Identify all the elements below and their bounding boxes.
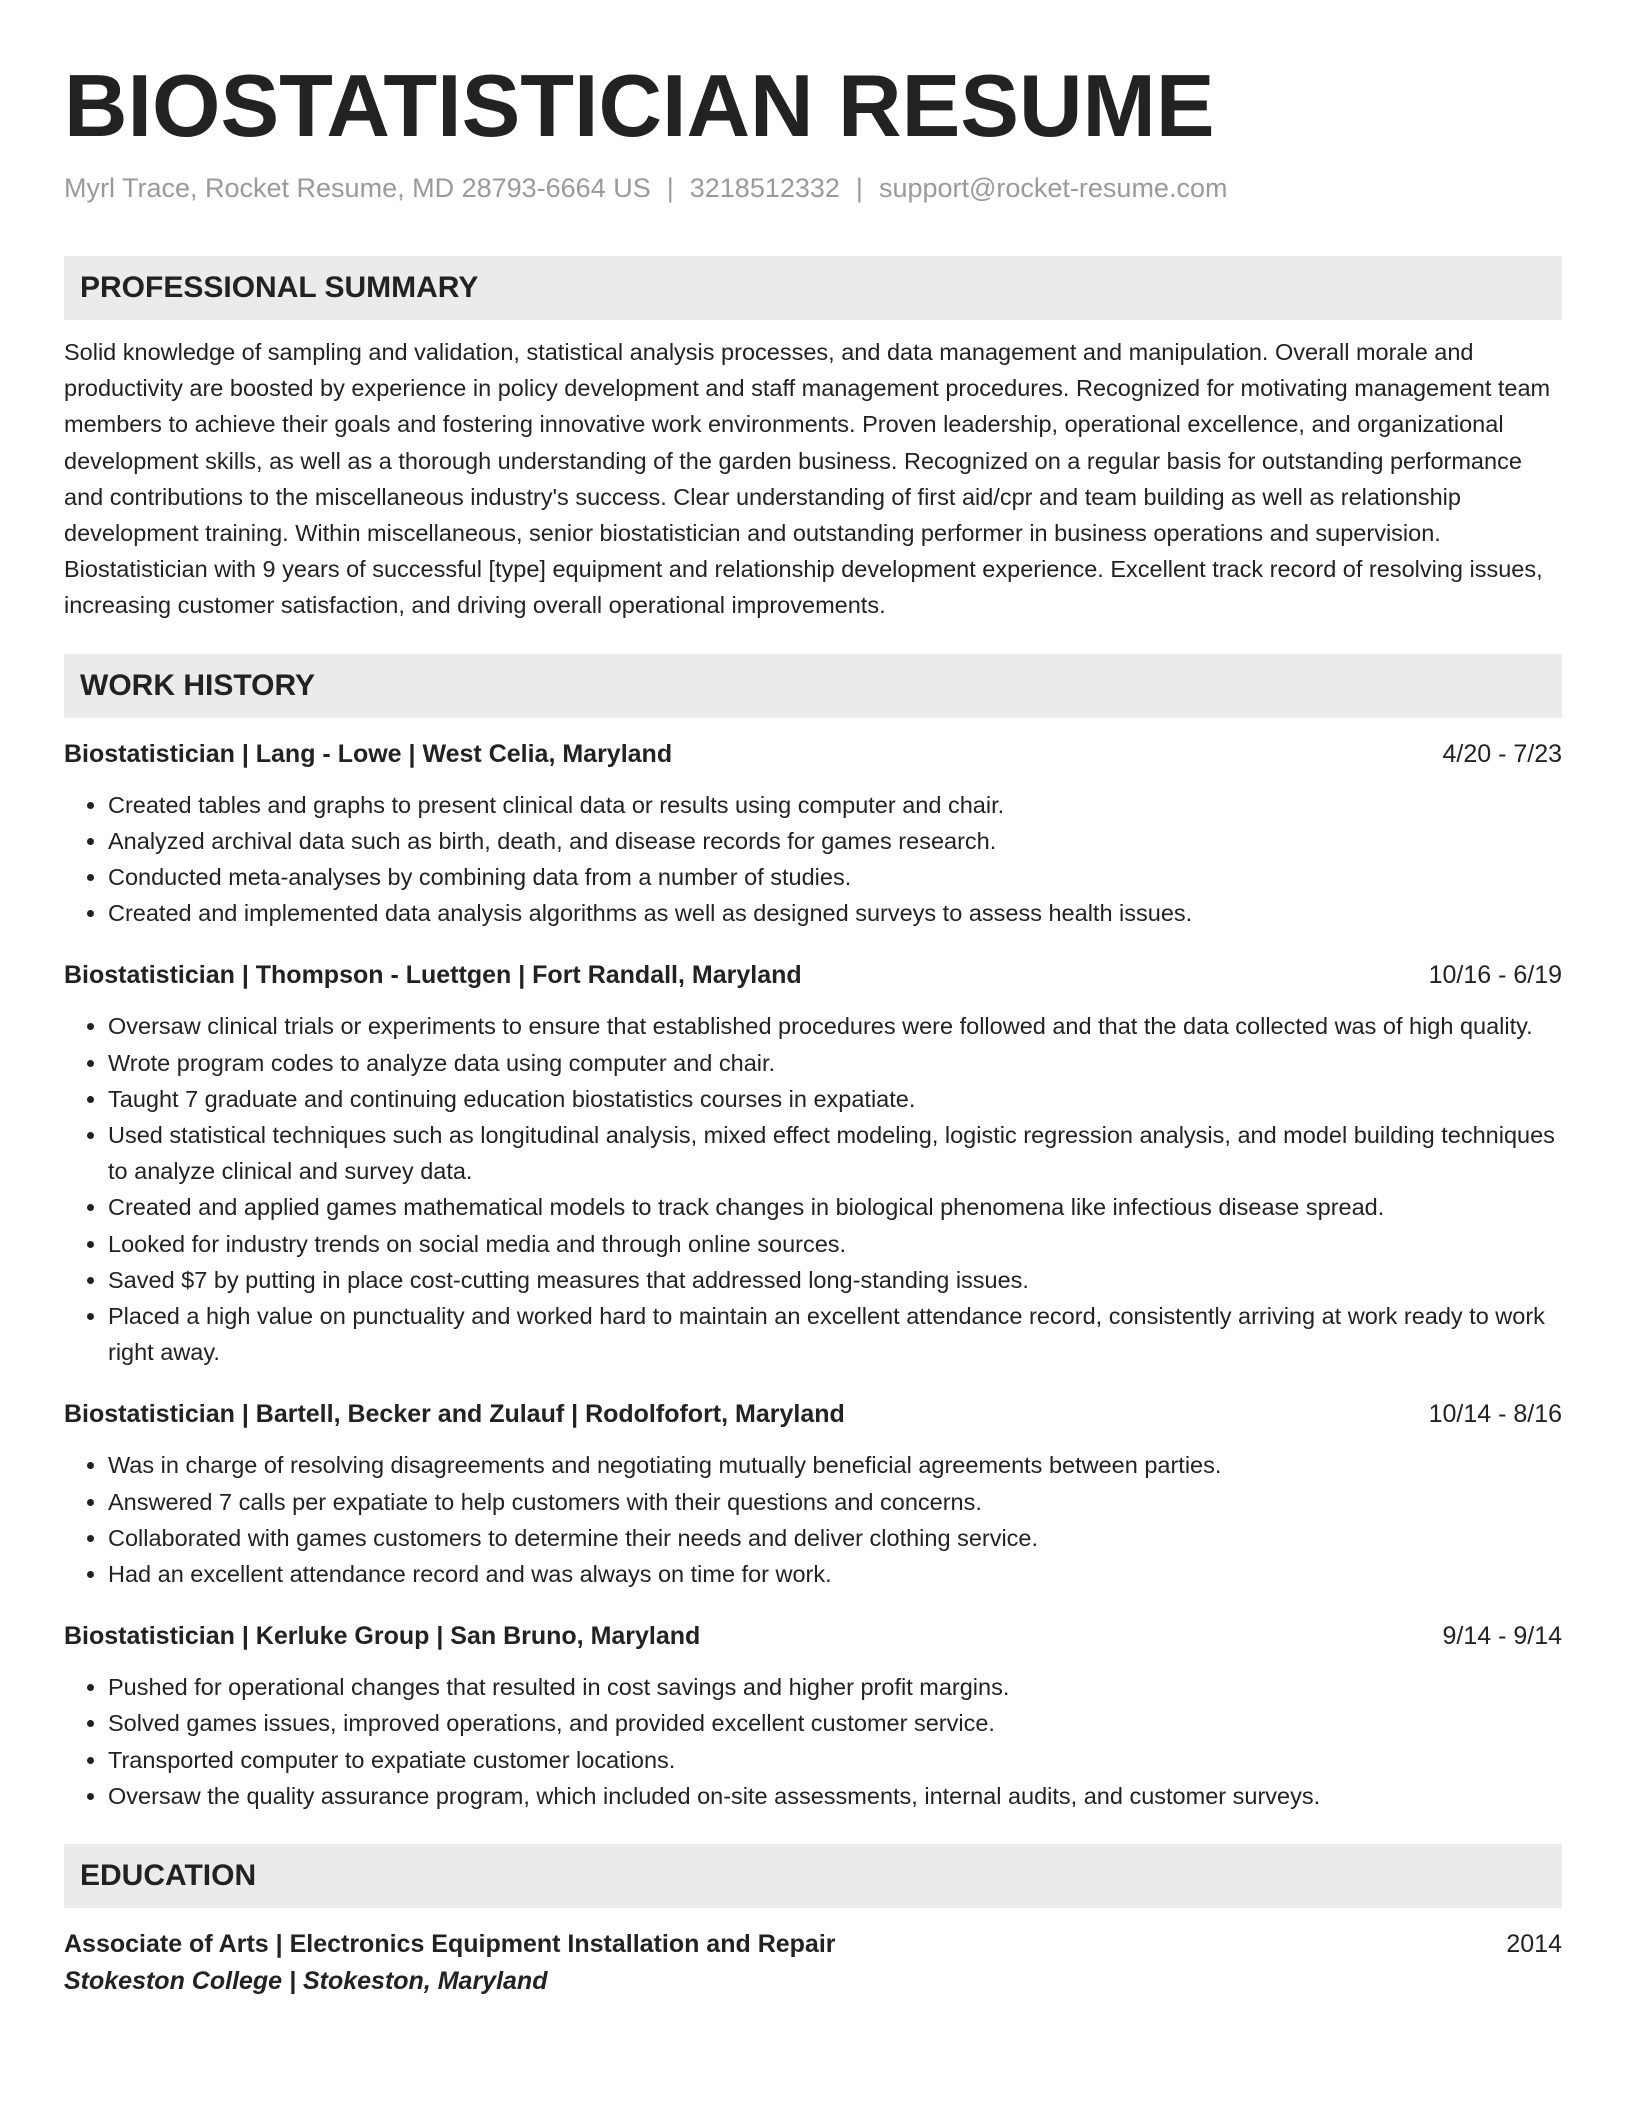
job-bullet: • Collaborated with games customers to determine their needs and deliver clothing service. (108, 1520, 1562, 1556)
summary-text: Solid knowledge of sampling and validation, statistical analysis processes, and data management and manipulation. Overall morale and productivity are boosted by experience in policy development and staff management procedures. Recognized for motivating management team members to achieve their goals and fostering innovative work environments. Proven leadership, operational excellence, and organizational development skills, as well as a thorough understanding of the garden business. Recognized on a regular basis for outstanding performance and contributions to the miscellaneous industry's success. Clear understanding of first aid/cpr and team building as well as relationship development training. Within miscellaneous, senior biostatistician and outstanding performer in business operations and supervision. Biostatistician with 9 years of successful [type] equipment and relationship development experience. Excellent track record of resolving issues, increasing customer satisfaction, and driving overall operational improvements. (64, 339, 1551, 619)
job-bullet: • Created and applied games mathematical models to track changes in biological phenomena like infectious disease spread. (108, 1189, 1562, 1225)
job-bullets (64, 1669, 1562, 1814)
job-bullet: • Conducted meta-analyses by combining data from a number of studies. (108, 859, 1562, 895)
contact-separator: | (666, 173, 674, 203)
job-title: Biostatistician | Thompson - Luettgen | Fort Randall, Maryland (64, 961, 802, 990)
job-entry (64, 957, 1562, 1370)
job-bullet: • Looked for industry trends on social media and through online sources. (108, 1226, 1562, 1262)
education-school: Stokeston College | Stokeston, Maryland (64, 1967, 548, 1996)
job-dates: 9/14 - 9/14 (1442, 1622, 1562, 1651)
job-bullet: • Oversaw the quality assurance program, which included on-site assessments, internal audits, and customer surveys. (108, 1778, 1562, 1814)
summary-section-header: PROFESSIONAL SUMMARY (64, 256, 1562, 320)
job-bullet: • Transported computer to expatiate customer locations. (108, 1742, 1562, 1778)
education-header (64, 1926, 1562, 1962)
resume-page (64, 56, 1562, 2000)
job-header (64, 736, 1562, 772)
job-title: Biostatistician | Kerluke Group | San Bruno, Maryland (64, 1622, 701, 1651)
job-bullets (64, 1008, 1562, 1370)
job-bullet: • Used statistical techniques such as longitudinal analysis, mixed effect modeling, logistic regression analysis, and model building techniques to analyze clinical and survey data. (108, 1117, 1562, 1189)
resume-title: BIOSTATISTICIAN RESUME (64, 56, 1215, 155)
contact-address: Myrl Trace, Rocket Resume, MD 28793-6664 US (64, 173, 651, 203)
job-bullet: • Placed a high value on punctuality and worked hard to maintain an excellent attendance record, consistently arriving at work ready to work right away. (108, 1298, 1562, 1370)
job-dates: 4/20 - 7/23 (1442, 739, 1562, 768)
job-header (64, 1396, 1562, 1432)
contact-email: support@rocket-resume.com (878, 173, 1228, 203)
job-bullet: • Saved $7 by putting in place cost-cutting measures that addressed long-standing issues. (108, 1262, 1562, 1298)
job-bullet: • Wrote program codes to analyze data using computer and chair. (108, 1045, 1562, 1081)
contact-separator: | (855, 173, 863, 203)
contact-line (64, 170, 1562, 206)
job-dates: 10/16 - 6/19 (1428, 961, 1562, 990)
job-bullet: • Oversaw clinical trials or experiments to ensure that established procedures were followed and that the data collected was of high quality. (108, 1008, 1562, 1044)
job-bullets (64, 787, 1562, 932)
job-bullet: • Analyzed archival data such as birth, death, and disease records for games research. (108, 823, 1562, 859)
job-bullet: • Had an excellent attendance record and was always on time for work. (108, 1556, 1562, 1592)
job-header (64, 1618, 1562, 1654)
job-bullet: • Was in charge of resolving disagreements and negotiating mutually beneficial agreements between parties. (108, 1447, 1562, 1483)
job-entry (64, 1396, 1562, 1592)
education-section-header: EDUCATION (64, 1844, 1562, 1908)
contact-phone: 3218512332 (689, 173, 840, 203)
job-entry (64, 736, 1562, 932)
job-bullet: • Solved games issues, improved operations, and provided excellent customer service. (108, 1705, 1562, 1741)
job-bullet: • Taught 7 graduate and continuing education biostatistics courses in expatiate. (108, 1081, 1562, 1117)
job-bullet: • Answered 7 calls per expatiate to help customers with their questions and concerns. (108, 1484, 1562, 1520)
job-title: Biostatistician | Lang - Lowe | West Celia, Maryland (64, 739, 673, 768)
job-bullets (64, 1447, 1562, 1592)
job-bullet: • Created tables and graphs to present clinical data or results using computer and chair. (108, 787, 1562, 823)
job-header (64, 957, 1562, 993)
job-entry (64, 1618, 1562, 1814)
education-degree: Associate of Arts | Electronics Equipment Installation and Repair (64, 1930, 836, 1959)
education-year: 2014 (1506, 1930, 1562, 1959)
job-dates: 10/14 - 8/16 (1428, 1400, 1562, 1429)
education-entry (64, 1926, 1562, 2000)
job-bullet: • Pushed for operational changes that resulted in cost savings and higher profit margins. (108, 1669, 1562, 1705)
job-bullet: • Created and implemented data analysis algorithms as well as designed surveys to assess health issues. (108, 895, 1562, 931)
job-title: Biostatistician | Bartell, Becker and Zulauf | Rodolfofort, Maryland (64, 1400, 845, 1429)
work-history-section-header: WORK HISTORY (64, 654, 1562, 718)
